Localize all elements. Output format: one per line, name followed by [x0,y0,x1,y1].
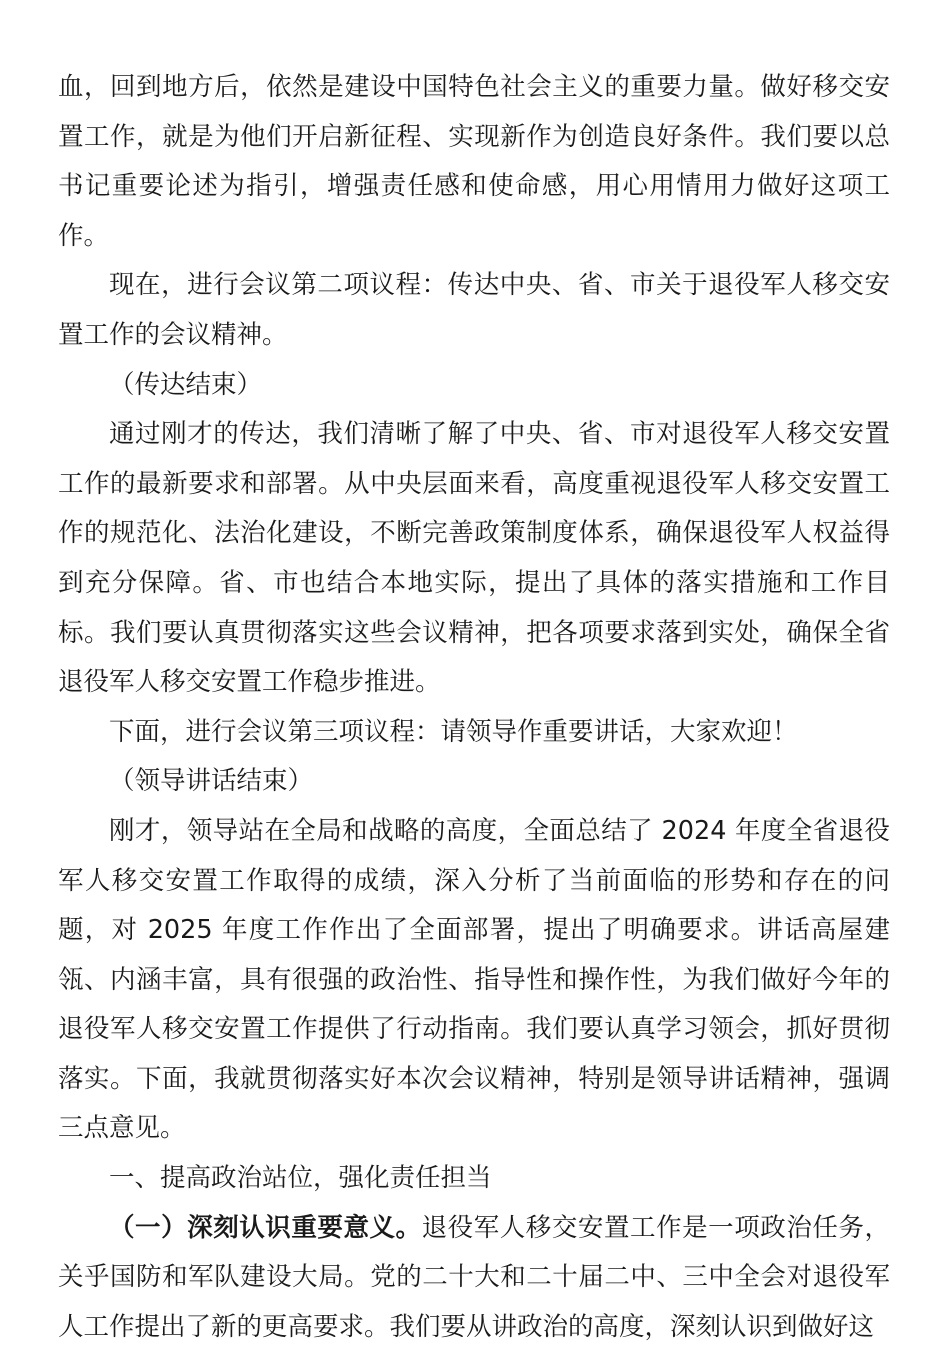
subsection-lead: （一）深刻认识重要意义。 [109,1212,422,1243]
section-heading: 一、提高政治站位，强化责任担当 [109,1163,492,1194]
paragraph-5: 下面，进行会议第三项议程：请领导作重要讲话，大家欢迎！ [109,716,798,747]
paragraph-7: 刚才，领导站在全局和战略的高度，全面总结了 2024 年度全省退役军人移交安置工作取得的成绩，深入分析了当前面临的形势和存在的问题，对 2025 年度工作作出了全面部署，提出了明确要求。讲话高屋建瓴、内涵丰富，具有很强的政治性、指导性和操作性，为我们做好今年的退役军人移交安置工作提供了行动指南。我们要认真学习领会，抓好贯彻落实。下面，我就贯彻落实好本次会议精神，特别是领导讲话精神，强调三点意见。 [58,815,890,1144]
subsection-paragraph [58,1204,890,1352]
document-page [58,63,890,1352]
paragraph-2: 现在，进行会议第二项议程：传达中央、省、市关于退役军人移交安置工作的会议精神。 [58,270,890,350]
paragraph-1: 血，回到地方后，依然是建设中国特色社会主义的重要力量。做好移交安置工作，就是为他们开启新征程、实现新作为创造良好条件。我们要以总书记重要论述为指引，增强责任感和使命感，用心用情用力做好这项工作。 [58,72,890,251]
paragraph-4: 通过刚才的传达，我们清晰了解了中央、省、市对退役军人移交安置工作的最新要求和部署。从中央层面来看，高度重视退役军人移交安置工作的规范化、法治化建设，不断完善政策制度体系，确保退役军人权益得到充分保障。省、市也结合本地实际，提出了具体的落实措施和工作目标。我们要认真贯彻落实这些会议精神，把各项要求落到实处，确保全省退役军人移交安置工作稳步推进。 [58,419,890,698]
paragraph-3: （传达结束） [109,369,263,400]
paragraph-6: （领导讲话结束） [109,766,314,797]
subsection-text: 退役军人移交安置工作是一项政治任务，关乎国防和军队建设大局。党的二十大和二十届二中、三中全会对退役军人工作提出了新的更高要求。我们要从讲政治的高度，深刻认识到做好这 [58,1212,890,1342]
